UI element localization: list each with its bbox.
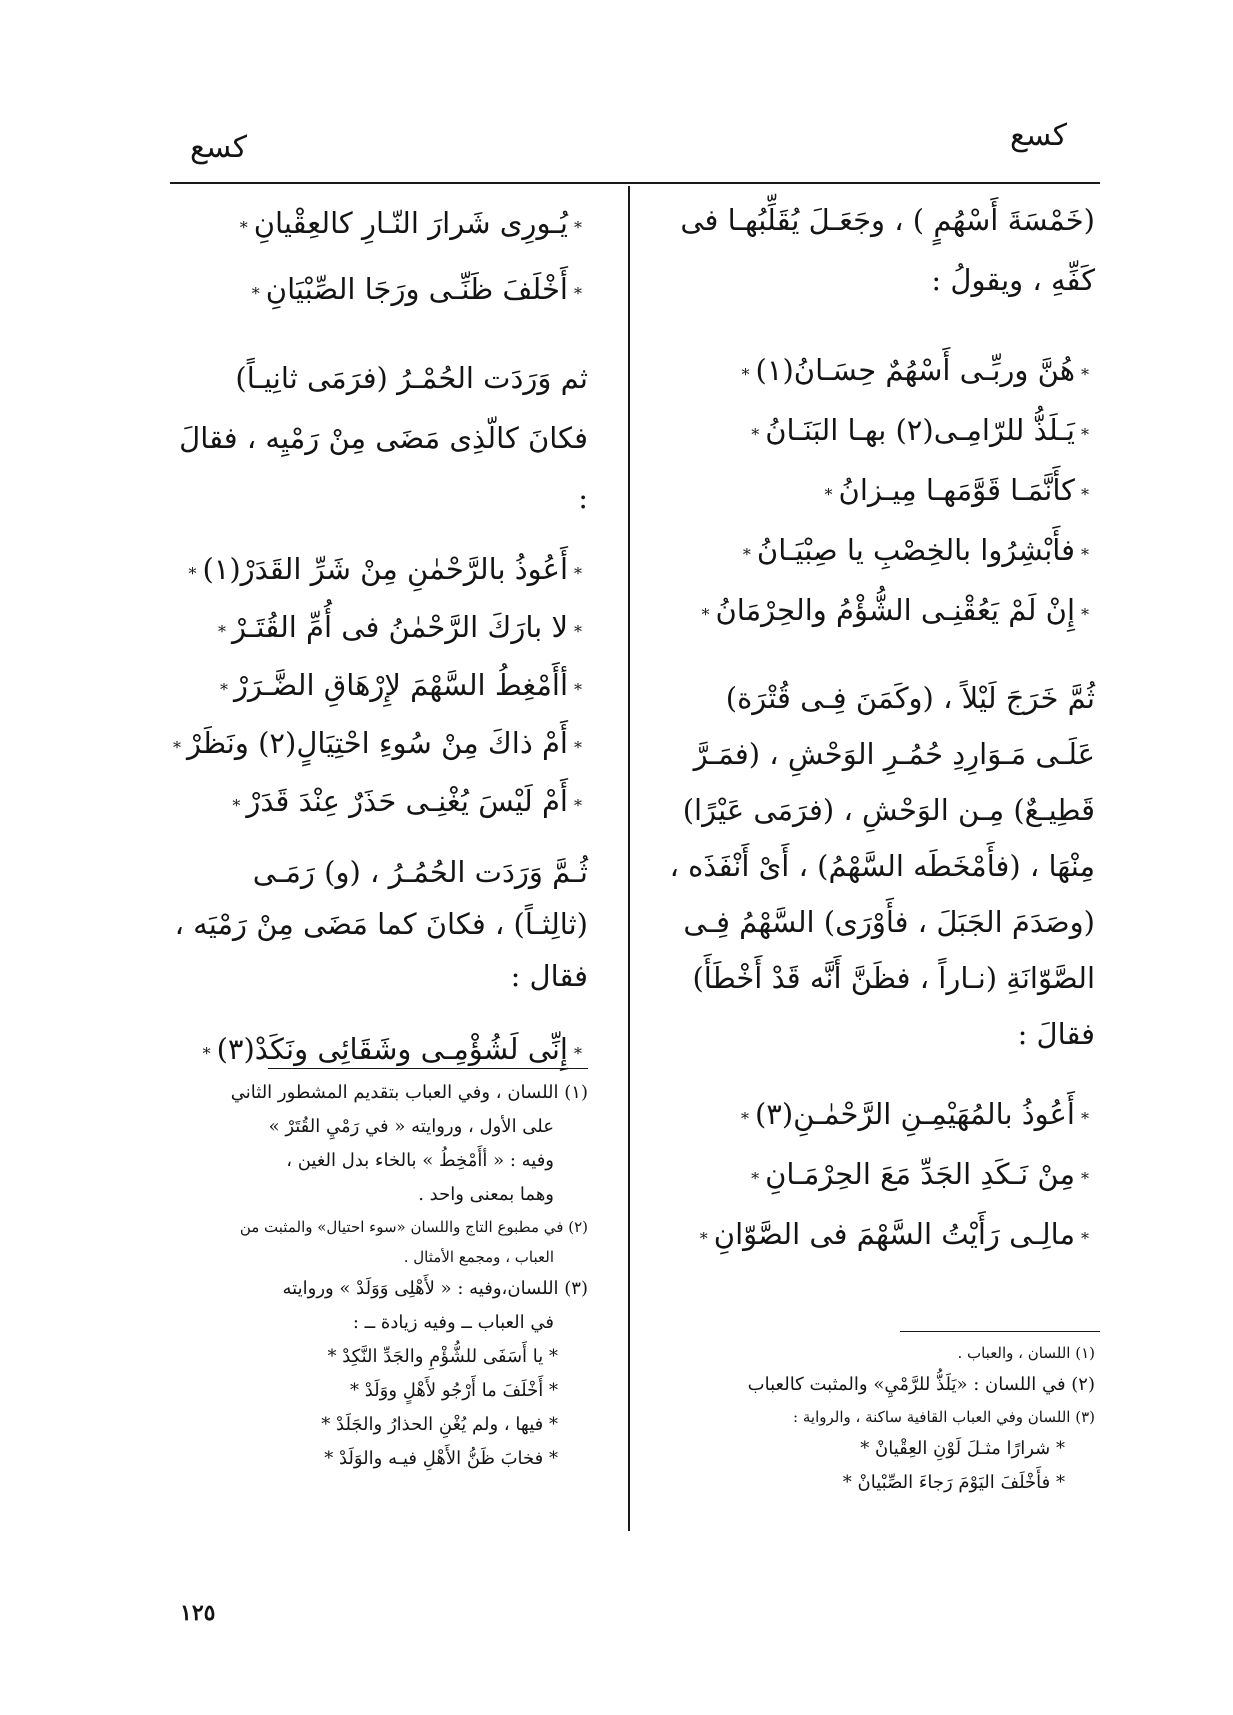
footnote-line: (٢) في اللسان : «يَلَذُّ للرَّمْيِ» والمثبت كالعباب [747,1374,1095,1395]
header-rule [170,182,1100,184]
text-line: الصَّوّانَةِ (نـاراً ، فظَنَّ أَنَّه قَدْ أَخْطَأَ) [692,961,1095,995]
verse-group [172,190,588,322]
text-line: ثم وَرَدَت الحُمْـرُ (فرَمَى ثانِيـاً) [235,361,588,395]
page-number: ١٢٥ [180,1600,216,1626]
text-line: عَلَـى مَـوَارِدِ حُمُـرِ الوَحْشِ ، (فمَـرَّ [693,737,1095,771]
running-header-left: كسع [190,130,248,165]
footnote-line: (٣) اللسان وفي العباب القافية ساكنة ، والرواية : [793,1408,1095,1426]
running-header-right: كسع [1010,118,1068,153]
left-column [172,190,588,1082]
text-line: مِنْهَا ، (فأَمْخَطَه السَّهْمُ) ، أَىْ أَنْفَذَه ، [669,849,1095,883]
footnote-line: (٢) في مطبوع التاج واللسان «سوء احتيال» والمثبت من [239,1218,588,1236]
prose-paragraph [665,670,1095,1062]
footnote-line: على الأول ، وروايته « في رَمْيِ القُتَرْ » [268,1116,554,1137]
right-column [665,190,1095,1264]
text-line: فقال : [510,959,588,993]
footnote-line: (٣) اللسان،وفيه : « لأَهْلِى وَوَلَدْ » وروايته [282,1278,588,1299]
verse-line: *مالِـى رَأَيْتُ السَّهْمَ فى الصَّوّانِ* [699,1217,1089,1251]
verse-group [665,340,1095,640]
verse-line: *فأَبْشِرُوا بالخِصْبِ يا صِبْيَـانُ* [742,533,1089,567]
verse-line: *أأَمْغِطُ السَّهْمَ لإِرْهَاقِ الضَّـرَرْ* [220,668,582,702]
text-line: (ثالِثـاً) ، فكانَ كما مَضَى مِنْ رَمْيَه ، [174,907,588,941]
footnote-line: وهما بمعنى واحد . [418,1184,554,1205]
verse-group [172,540,588,830]
footnote-verse: * فيها ، ولم يُغْنِ الحذارُ والجَلَدْ * [321,1414,558,1435]
verse-line: *أَمْ لَيْسَ يُغْنِـى حَذَرٌ عِنْدَ قَدَرْ* [232,784,582,818]
verse-line: *هُنَّ وربِّـى أَسْهُمٌ حِسَـانُ(١)* [741,353,1089,387]
verse-line: *إِنِّى لَشُؤْمِـى وشَقَائِى ونَكَدْ(٣)* [202,1032,582,1066]
text-line: قَطِيـعٌ) مِـن الوَحْشِ ، (فرَمَى عَيْرًا) [682,793,1095,827]
text-line: فكانَ كالّذِى مَضَى مِنْ رَمْيِه ، فقالَ : [179,421,588,515]
verse-line: *أَعُوذُ بالرَّحْمٰنِ مِنْ شَرِّ القَدَرْ(١)* [188,552,582,586]
footnote-verse: * يا أَسَفَى للشُّؤْمِ والجَدِّ النَّكِدْ * [327,1346,558,1367]
text-line: كَفِّهِ ، ويقولُ : [931,263,1095,297]
verse-line: *أَخْلَفَ ظَنِّـى ورَجَا الصِّبْيَانِ* [251,272,582,306]
text-line: ثُمَّ خَرَجَ لَيْلاً ، (وكَمَنَ فِـى قُتْرَة) [725,681,1095,715]
footnote-line: في العباب ــ وفيه زيادة ــ : [352,1312,554,1333]
text-line: (وصَدَمَ الجَبَلَ ، فأَوْرَى) السَّهْمُ فِـى [683,905,1095,939]
footnote-rule [268,1068,588,1069]
right-footnotes [665,1338,1095,1500]
verse-group [665,1084,1095,1264]
verse-line: *إِنْ لَمْ يَعُقْنِـى الشُّؤْمُ والحِرْمَانُ* [701,593,1089,627]
left-footnotes [172,1076,588,1476]
text-line: (خَمْسَةَ أَسْهُمٍ ) ، وجَعَـلَ يُقَلِّبُهـا فى [680,203,1095,237]
verse-line: *يُـورِى شَرارَ النّـارِ كالعِقْيانِ* [239,206,582,240]
prose-paragraph [665,190,1095,310]
verse-line: *كأَنَّمَـا قَوَّمَهـا مِيـزانُ* [824,473,1089,507]
footnote-line: (١) اللسان ، والعباب . [957,1344,1095,1362]
text-line: فقالَ : [1017,1017,1095,1051]
footnote-line: وفيه : « أأَمْخِطُ » بالخاء بدل الغين ، [286,1150,554,1171]
footnote-verse: * شرارًا مثـلَ لَوْنِ العِقْيانْ * [860,1438,1065,1459]
prose-paragraph [172,348,588,528]
text-line: ثُـمَّ وَرَدَت الحُمُـرُ ، (و) رَمَـى [252,855,588,889]
prose-paragraph [172,846,588,1002]
verse-line: *يَـلَذُّ للرّامِـى(٢) بهـا البَنَـانُ* [751,413,1089,447]
verse-line: *لا بارَكَ الرَّحْمٰنُ فى أُمِّ القُتَـرْ* [218,610,582,644]
footnote-line: (١) اللسان ، وفي العباب بتقديم المشطور الثاني [230,1082,588,1103]
column-divider [628,186,630,1531]
footnote-verse: * فخابَ ظَنُّ الأَهْلِ فيـه والوَلَدْ * [324,1448,558,1469]
footnote-verse: * أَخْلَفَ ما أَرْجُو لأَهْلٍ ووَلَدْ * [349,1380,558,1401]
footnote-rule [900,1331,1100,1332]
verse-line: *مِنْ نَـكَدِ الجَدِّ مَعَ الحِرْمَـانِ* [751,1157,1089,1191]
footnote-line: العباب ، ومجمع الأمثال . [403,1248,554,1266]
verse-line: *أَمْ ذاكَ مِنْ سُوءِ احْتِيَالٍ(٢) ونَظَرْ* [173,726,582,760]
footnote-verse: * فأَخْلَفَ اليَوْمَ رَجاءَ الصِّبْيانْ * [842,1472,1065,1493]
verse-group [172,1016,588,1082]
verse-line: *أَعُوذُ بالمُهَيْمِـنِ الرَّحْمٰـنِ(٣)* [740,1097,1089,1131]
